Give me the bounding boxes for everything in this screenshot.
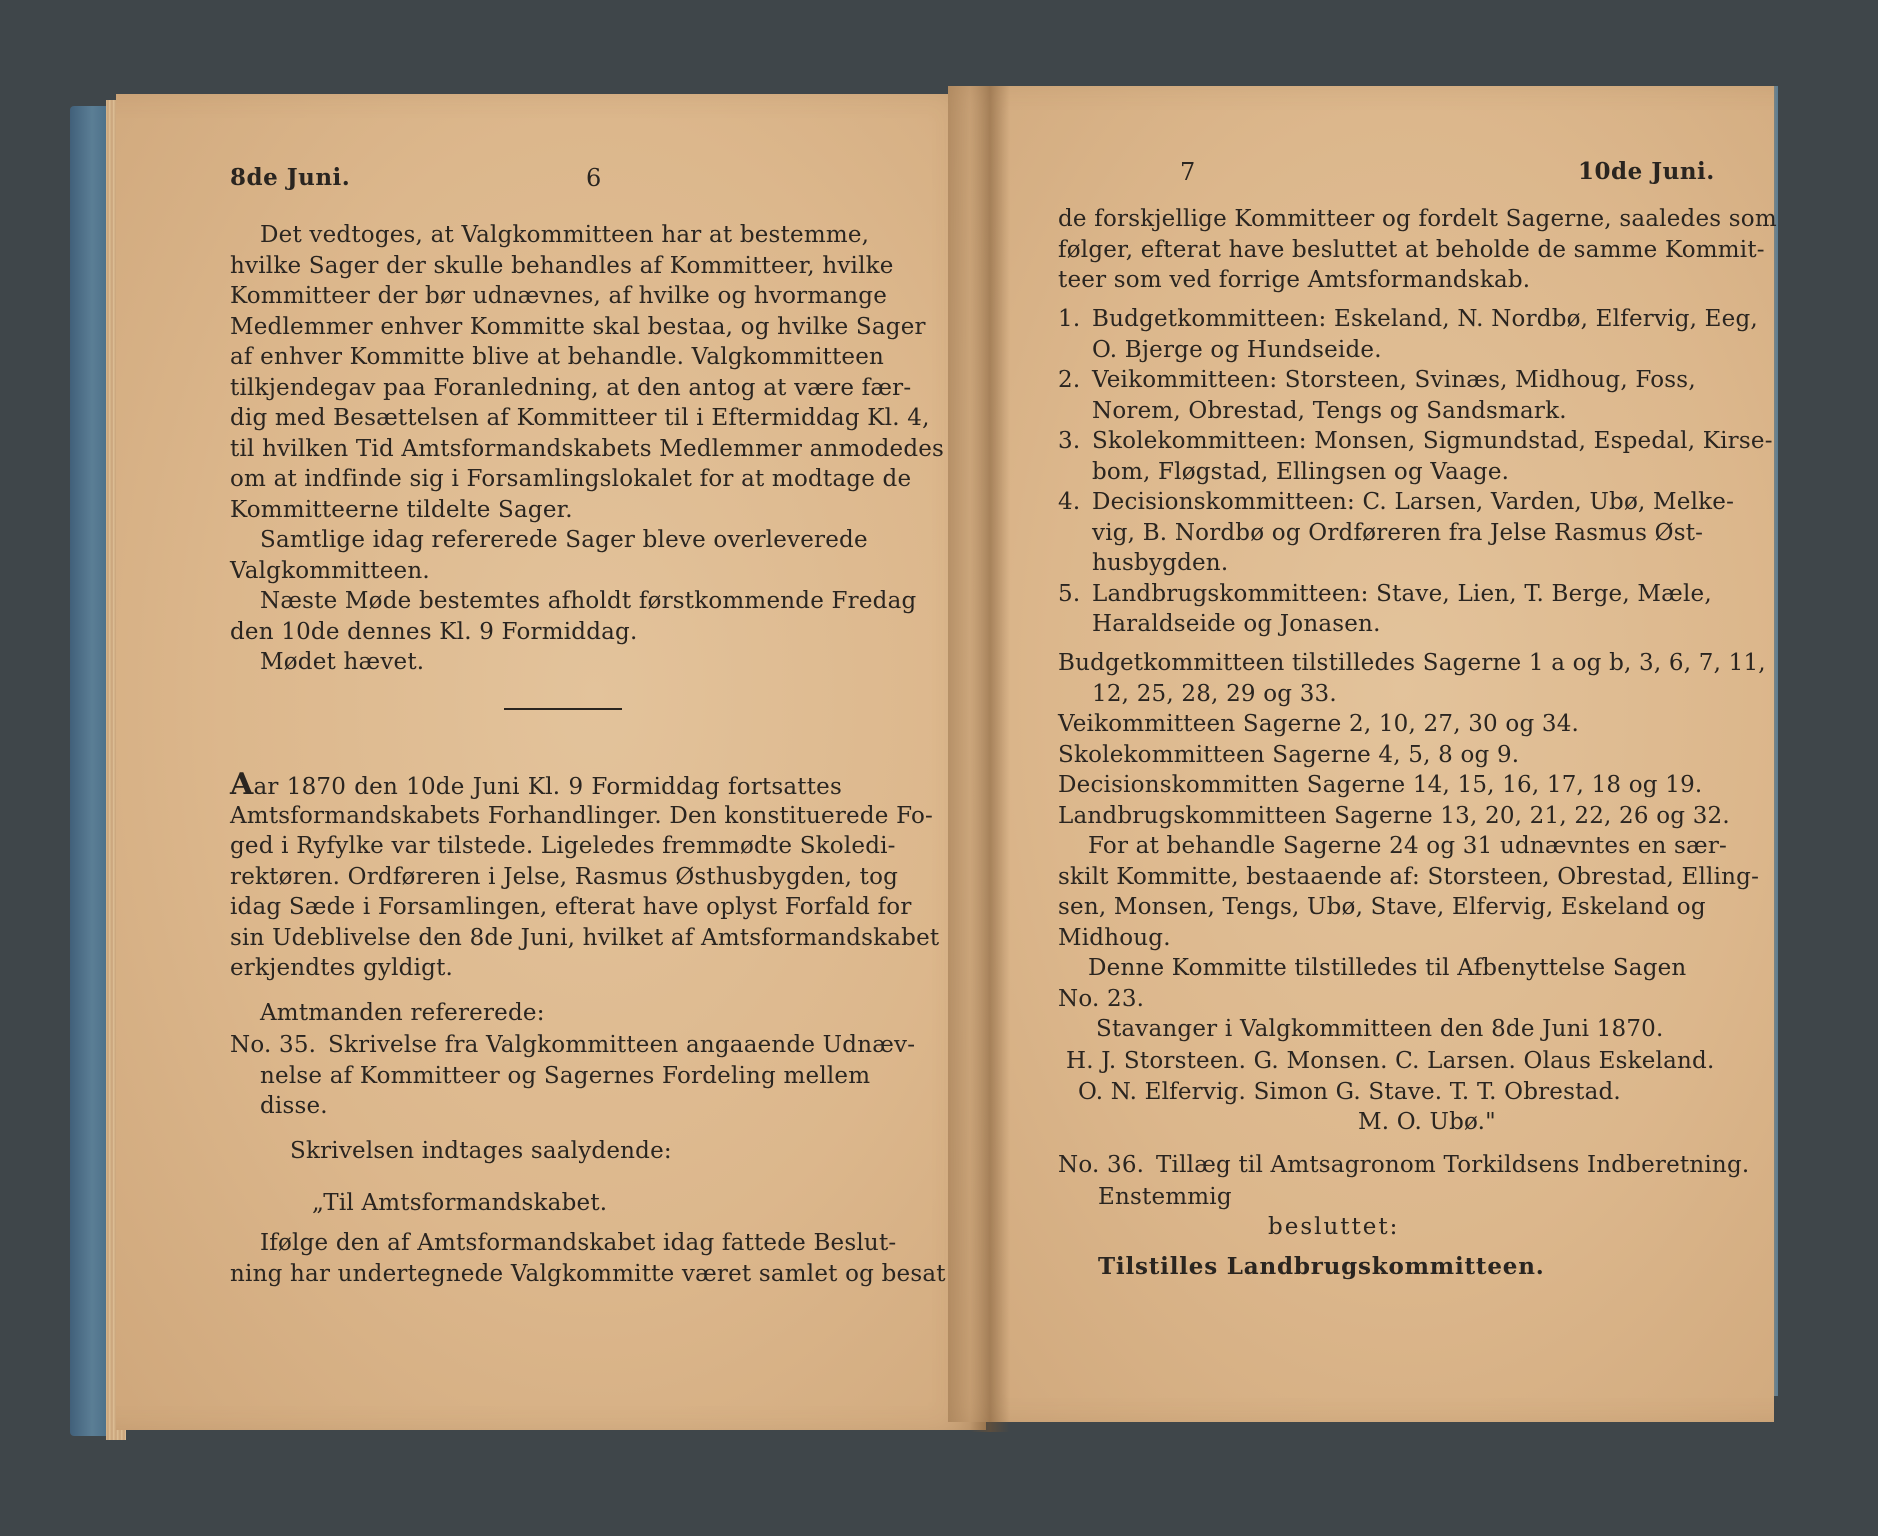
section-divider bbox=[504, 708, 622, 710]
right-page: 7 10de Juni. de forskjellige Kommitteer og fordelt Sagerne, saaledes som følger, efterat have besluttet at beholde de samme Kommit- teer som ved forrige Amtsformandskab. 1. Budgetkommitteen: Eskeland, N. Nordbø, Elfervig, Eeg, O. Bjerge og Hundseide. 2. Veikommitteen: Storsteen, Svinæs, Midhoug, Foss, Norem, Obrestad, Tengs og Sandsmark. 3. Skolekommitteen: Monsen, Sigmundstad, Espedal, Kirse- bom, Fløgstad, Ellingsen og Vaage. 4. Decisionskommitteen: C. Larsen, Varden, Ubø, Melke- vig, B. Nordbø og Ordføreren fra Jelse Rasmus Øst- husbygden. 5. Landbrugskommitteen: Stave, Lien, T. Berge, Mæle, Haraldseide og Jonasen. Budgetkommitteen tilstilledes Sagerne 1 a og b, 3, 6, 7, 11, 12, 25, 28, 29 og 33. Veikommitteen Sagerne 2, 10, 27, 30 og 34. Skolekommitteen Sagerne 4, 5, 8 og 9. Decisionskommitten Sagerne 14, 15, 16, 17, 18 og 19. Landbrugskommitteen Sagerne 13, 20, 21, 22, 26 og 32. For at behandle Sagerne 24 og 31 udnævntes en sær- skilt Kommitte, bestaaende af: Storsteen, Obrestad, Elling- sen, Monsen, Tengs, Ubø, Stave, Elfervig, Eskeland og Midhoug. Denne Kommitte tilstilledes til Afbenyttelse Sagen No. 23. Stavanger i Valgkommitteen den 8de Juni 1870. H. J. Storsteen. G. Monsen. C. Larsen. Olaus Eskeland. O. N. Elfervig. Simon G. Stave. T. T. Obrestad. M. O. Ubø." No. 36. Tillæg til Amtsagronom Torkildsens Indberetning. Enstemmig besluttet: Tilstilles Landbrugskommitteen. bbox=[948, 86, 1774, 1422]
open-book bbox=[70, 86, 1778, 1466]
letter-salutation: „Til Amtsformandskabet. bbox=[312, 1190, 608, 1216]
skrivelsen-indtages: Skrivelsen indtages saalydende: bbox=[290, 1138, 672, 1164]
meeting-adjourned: Mødet hævet. bbox=[260, 649, 425, 675]
left-page-number: 6 bbox=[586, 164, 602, 192]
left-page-header: 8de Juni. bbox=[230, 164, 351, 191]
drop-initial: A bbox=[230, 767, 254, 802]
place-and-date: Stavanger i Valgkommitteen den 8de Juni 1870. bbox=[1096, 1016, 1664, 1042]
resolution-text: Tilstilles Landbrugskommitteen. bbox=[1098, 1253, 1545, 1280]
right-page-number: 7 bbox=[1180, 158, 1196, 186]
book-gutter bbox=[970, 86, 1010, 1432]
right-page-header: 10de Juni. bbox=[1578, 158, 1715, 185]
left-page: 8de Juni. 6 Det vedtoges, at Valgkommitteen har at bestemme, hvilke Sager der skulle behandles af Kommitteer, hvilke Kommitteer der bør udnævnes, af hvilke og hvormange Medlemmer enhver Kommitte skal bestaa, og hvilke Sager af enhver Kommitte blive at behandle. Valgkommitteen tilkjendegav paa Foranledning, at den antog at være fær- dig med Besættelsen af Kommitteer til i Eftermiddag Kl. 4, til hvilken Tid Amtsformandskabets Medlemmer anmodedes om at indfinde sig i Forsamlingslokalet for at modtage de Kommitteerne tildelte Sager. Samtlige idag refererede Sager bleve overleverede Valgkommitteen. Næste Møde bestemtes afholdt førstkommende Fredag den 10de dennes Kl. 9 Formiddag. Mødet hævet. Aar 1870 den 10de Juni Kl. 9 Formiddag fortsattes Amtsformandskabets Forhandlinger. Den konstituerede Fo- ged i Ryfylke var tilstede. Ligeledes fremmødte Skoledi- rektøren. Ordføreren i Jelse, Rasmus Østhusbygden, tog idag Sæde i Forsamlingen, efterat have oplyst Forfald for sin Udeblivelse den 8de Juni, hvilket af Amtsformandskabet erkjendtes gyldigt. Amtmanden refererede: No. 35. Skrivelse fra Valgkommitteen angaaende Udnæv- nelse af Kommitteer og Sagernes Fordeling mellem disse. Skrivelsen indtages saalydende: „Til Amtsformandskabet. Ifølge den af Amtsformandskabet idag fattede Beslut- ning har undertegnede Valgkommitte været samlet og besat bbox=[116, 94, 986, 1430]
amtmanden-refererede: Amtmanden refererede: bbox=[260, 1000, 545, 1026]
